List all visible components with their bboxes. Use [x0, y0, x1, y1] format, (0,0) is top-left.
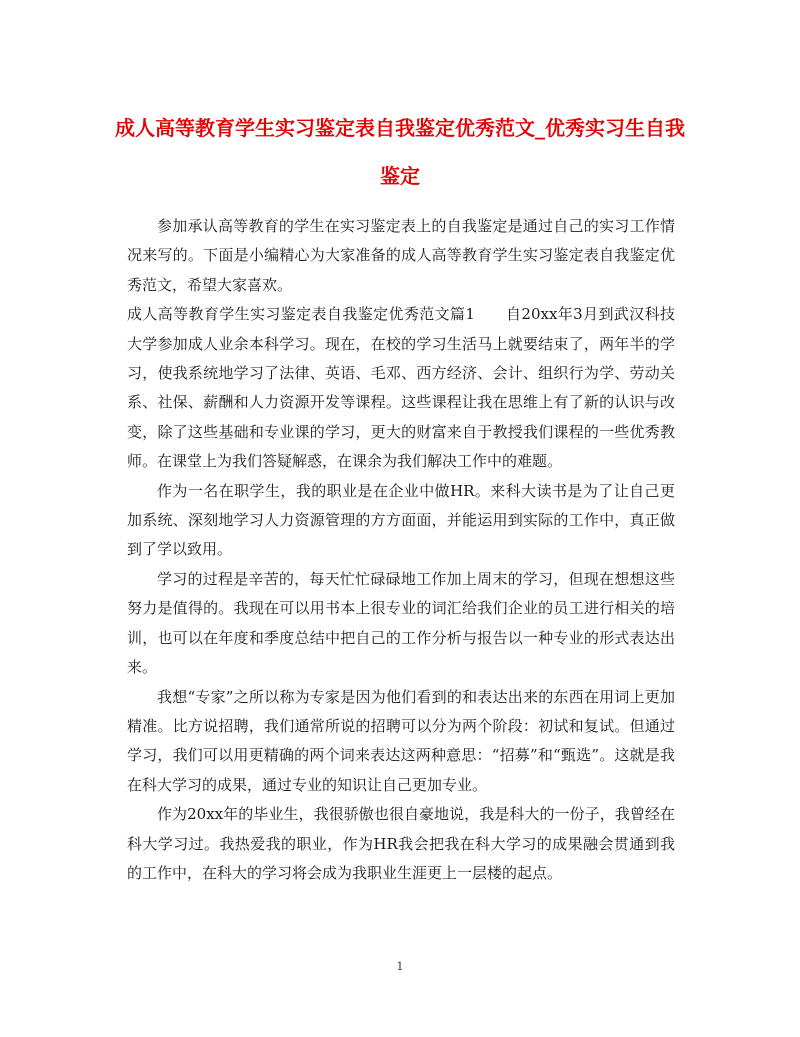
- paragraph-sample-1: 成人高等教育学生实习鉴定表自我鉴定优秀范文篇1 自20xx年3月到武汉科技大学参加成人业余本科学习。现在，在校的学习生活马上就要结束了，两年半的学习，使我系统地学习了法律、英语、毛邓、西方经济、会计、组织行为学、劳动关系、社保、薪酬和人力资源开发等课程。这些课程让我在思维上有了新的认识与改变，除了这些基础和专业课的学习，更大的财富来自于教授我们课程的一些优秀教师。在课堂上为我们答疑解惑，在课余为我们解决工作中的难题。: [127, 305, 675, 471]
- document-body: [127, 212, 675, 888]
- paragraph-career: 作为一名在职学生，我的职业是在企业中做HR。来科大读书是为了让自己更加系统、深刻地学习人力资源管理的方方面面，并能运用到实际的工作中，真正做到了学以致用。: [127, 481, 675, 559]
- paragraph-graduate: 作为20xx年的毕业生，我很骄傲也很自豪地说，我是科大的一份子，我曾经在科大学习过。我热爱我的职业，作为HR我会把我在科大学习的成果融会贯通到我的工作中，在科大的学习将会成为我职业生涯更上一层楼的起点。: [127, 805, 675, 882]
- document-title: 成人高等教育学生实习鉴定表自我鉴定优秀范文_优秀实习生自我鉴定: [115, 116, 685, 188]
- page-number: 1: [396, 960, 404, 973]
- paragraph-intro: 参加承认高等教育的学生在实习鉴定表上的自我鉴定是通过自己的实习工作情况来写的。下面是小编精心为大家准备的成人高等教育学生实习鉴定表自我鉴定优秀范文，希望大家喜欢。: [127, 217, 675, 294]
- paragraph-learning: 学习的过程是辛苦的，每天忙忙碌碌地工作加上周末的学习，但现在想想这些努力是值得的。我现在可以用书本上很专业的词汇给我们企业的员工进行相关的培训，也可以在年度和季度总结中把自己的工作分析与报告以一种专业的形式表达出来。: [127, 569, 675, 677]
- paragraph-expert: 我想“专家”之所以称为专家是因为他们看到的和表达出来的东西在用词上更加精准。比方说招聘，我们通常所说的招聘可以分为两个阶段：初试和复试。但通过学习，我们可以用更精确的两个词来表达这两种意思：“招募”和“甄选”。这就是我在科大学习的成果，通过专业的知识让自己更加专业。: [127, 687, 675, 794]
